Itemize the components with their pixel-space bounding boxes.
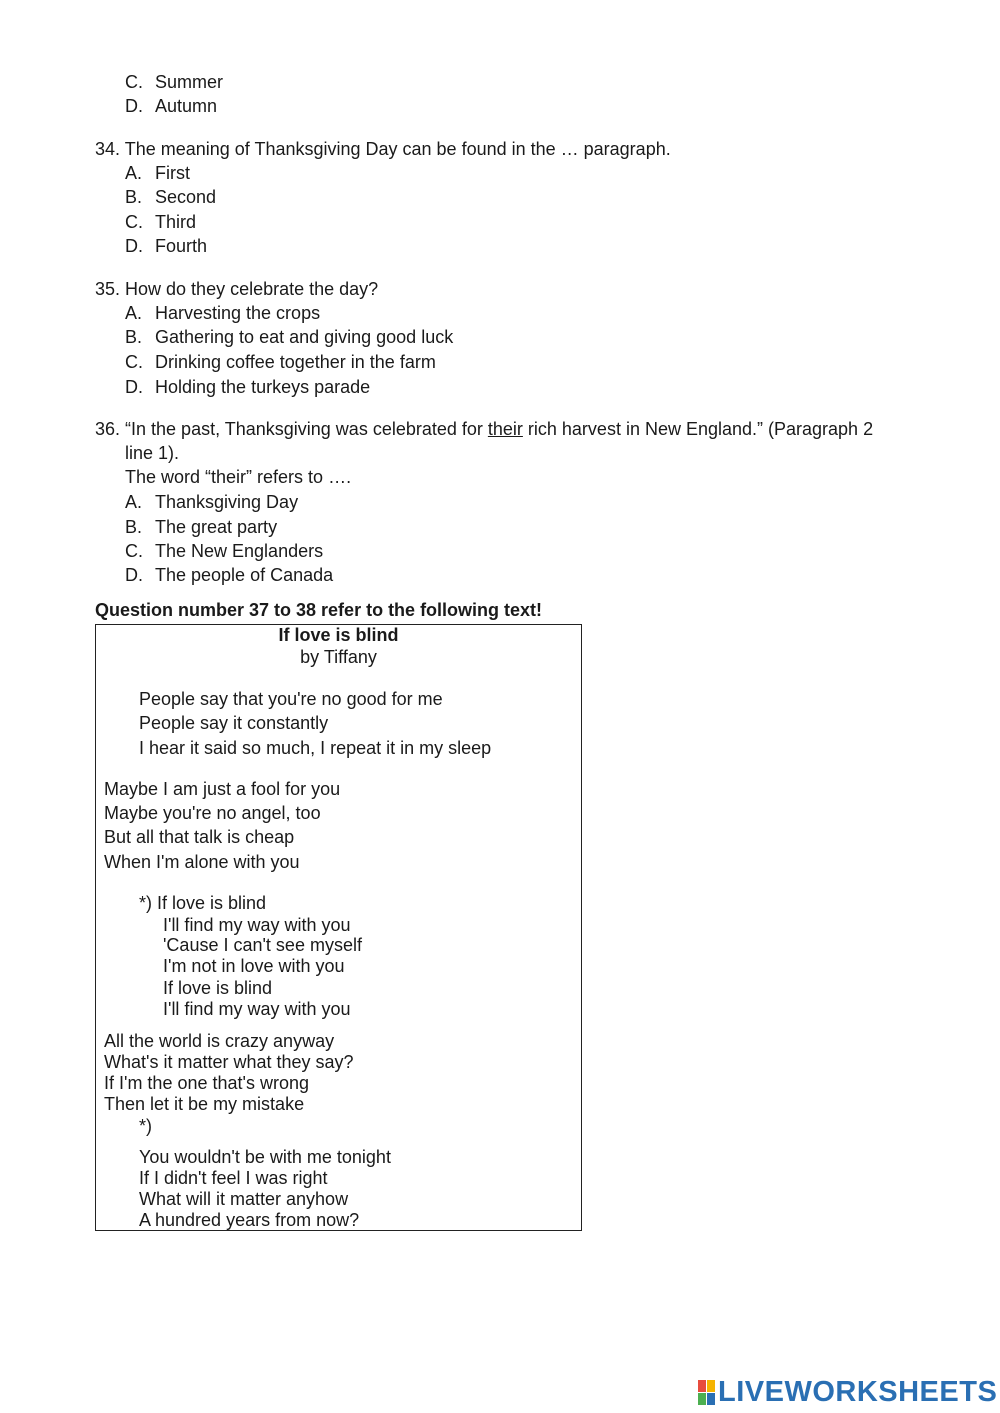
poem-chorus-line: *) If love is blind	[139, 893, 267, 913]
q34-option-d: D. Fourth	[125, 236, 208, 256]
poem-chorus-line: I'll find my way with you	[163, 915, 351, 935]
section-heading: Question number 37 to 38 refer to the following text!	[95, 600, 543, 620]
q36-option-c: C. The New Englanders	[125, 541, 324, 561]
poem-line: If I didn't feel I was right	[139, 1168, 328, 1188]
poem-line: If I'm the one that's wrong	[104, 1073, 309, 1093]
q34-option-b: B. Second	[125, 187, 217, 207]
poem-chorus-line: I'm not in love with you	[163, 956, 345, 976]
poem-line: When I'm alone with you	[104, 852, 300, 872]
poem-line: I hear it said so much, I repeat it in my sleep	[139, 738, 492, 758]
poem-line: People say it constantly	[139, 713, 329, 733]
poem-author: by Tiffany	[300, 647, 377, 667]
poem-line: A hundred years from now?	[139, 1210, 360, 1230]
q36-text-line2: line 1).	[125, 443, 180, 463]
q33-option-c: C. Summer	[125, 72, 224, 92]
poem-chorus-mark: *)	[139, 1116, 152, 1136]
poem-line: What's it matter what they say?	[104, 1052, 354, 1072]
poem-line: Then let it be my mistake	[104, 1094, 305, 1114]
poem-line: Maybe you're no angel, too	[104, 803, 321, 823]
q36-option-a: A. Thanksgiving Day	[125, 492, 299, 512]
q35-option-a: A. Harvesting the crops	[125, 303, 321, 323]
underlined-word: their	[487, 419, 523, 439]
poem-line: You wouldn't be with me tonight	[139, 1147, 391, 1167]
liveworksheets-logo	[698, 1378, 997, 1407]
q35-option-c: C. Drinking coffee together in the farm	[125, 352, 436, 372]
q33-option-d: D. Autumn	[125, 96, 218, 116]
q36-text-line3: The word “their” refers to ….	[125, 467, 352, 487]
q34-text: 34. The meaning of Thanksgiving Day can be found in the … paragraph.	[95, 139, 671, 159]
q34-option-a: A. First	[125, 163, 190, 183]
poem-title: If love is blind	[278, 625, 399, 645]
logo-blocks-icon	[698, 1380, 715, 1405]
poem-chorus-line: 'Cause I can't see myself	[163, 935, 362, 955]
q34-option-c: C. Third	[125, 212, 197, 232]
logo-text: LIVEWORKSHEETS	[718, 1376, 998, 1408]
q36-text: 36. “In the past, Thanksgiving was celebrated for their rich harvest in New England.” (Paragraph 2	[95, 419, 874, 439]
poem-line: But all that talk is cheap	[104, 827, 295, 847]
q36-option-d: D. The people of Canada	[125, 565, 334, 585]
q35-option-d: D. Holding the turkeys parade	[125, 377, 371, 397]
q36-option-b: B. The great party	[125, 517, 278, 537]
poem-line: Maybe I am just a fool for you	[104, 779, 341, 799]
q35-text: 35. How do they celebrate the day?	[95, 279, 379, 299]
poem-chorus-line: I'll find my way with you	[163, 999, 351, 1019]
poem-chorus-line: If love is blind	[163, 978, 273, 998]
poem-line: All the world is crazy anyway	[104, 1031, 335, 1051]
poem-line: What will it matter anyhow	[139, 1189, 349, 1209]
q35-option-b: B. Gathering to eat and giving good luck	[125, 327, 454, 347]
poem-line: People say that you're no good for me	[139, 689, 443, 709]
